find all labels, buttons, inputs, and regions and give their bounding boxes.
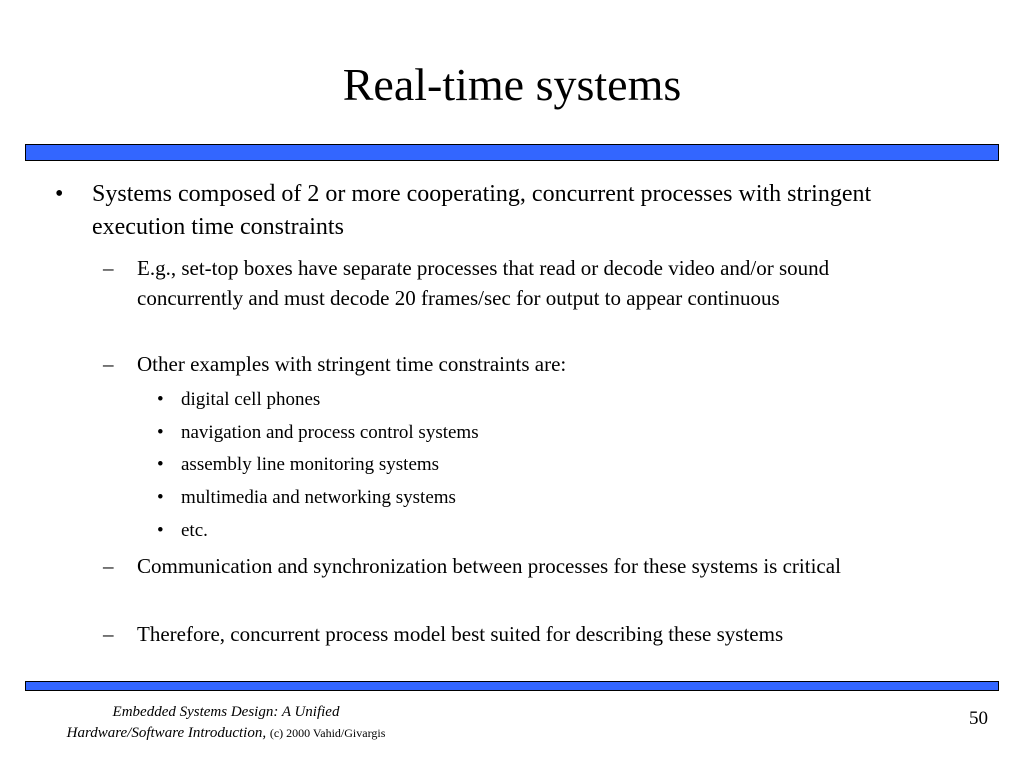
bullet-marker: • [157, 389, 164, 410]
dash-marker: – [103, 352, 114, 376]
footer-citation [36, 702, 416, 744]
bullet-level3 [157, 519, 757, 543]
bullet-marker: • [55, 181, 64, 207]
title-divider-bar [25, 144, 999, 161]
bullet-text: Systems composed of 2 or more cooperating, concurrent processes with stringent execution time constraints [92, 181, 872, 240]
bullet-level3 [157, 486, 757, 510]
bullet-text: digital cell phones [181, 389, 321, 410]
bullet-text: multimedia and networking systems [181, 487, 456, 508]
bullet-text: etc. [181, 520, 208, 541]
footer-book-title-line2: Hardware/Software Introduction, (c) 2000 Vahid/Givargis [66, 725, 386, 741]
bullet-level3 [157, 421, 757, 445]
dash-marker: – [103, 256, 114, 280]
footer-book-title-line1: Embedded Systems Design: A Unified [112, 704, 340, 720]
dash-marker: – [103, 622, 114, 646]
bullet-text: Communication and synchronization between processes for these systems is critical [137, 554, 841, 578]
bullet-text: navigation and process control systems [181, 422, 479, 443]
footer-copyright: (c) 2000 Vahid/Givargis [269, 726, 386, 740]
bullet-level3 [157, 388, 757, 412]
bullet-text: E.g., set-top boxes have separate processes that read or decode video and/or sound concurrently and must decode 20 frames/sec for output to appear continuous [137, 256, 830, 310]
bullet-marker: • [157, 422, 164, 443]
bullet-level2 [103, 551, 933, 581]
dash-marker: – [103, 554, 114, 578]
bullet-text: Therefore, concurrent process model best suited for describing these systems [137, 622, 784, 646]
slide-title: Real-time systems [342, 59, 682, 110]
bullet-marker: • [157, 454, 164, 475]
bullet-marker: • [157, 520, 164, 541]
footer-divider-bar [25, 681, 999, 691]
page-number: 50 [969, 708, 988, 729]
bullet-level3 [157, 453, 757, 477]
bullet-level1 [55, 178, 935, 244]
bullet-marker: • [157, 487, 164, 508]
bullet-level2 [103, 349, 933, 379]
bullet-level2 [103, 619, 933, 649]
bullet-text: assembly line monitoring systems [181, 454, 440, 475]
bullet-text: Other examples with stringent time constraints are: [137, 352, 567, 376]
bullet-level2 [103, 253, 933, 313]
